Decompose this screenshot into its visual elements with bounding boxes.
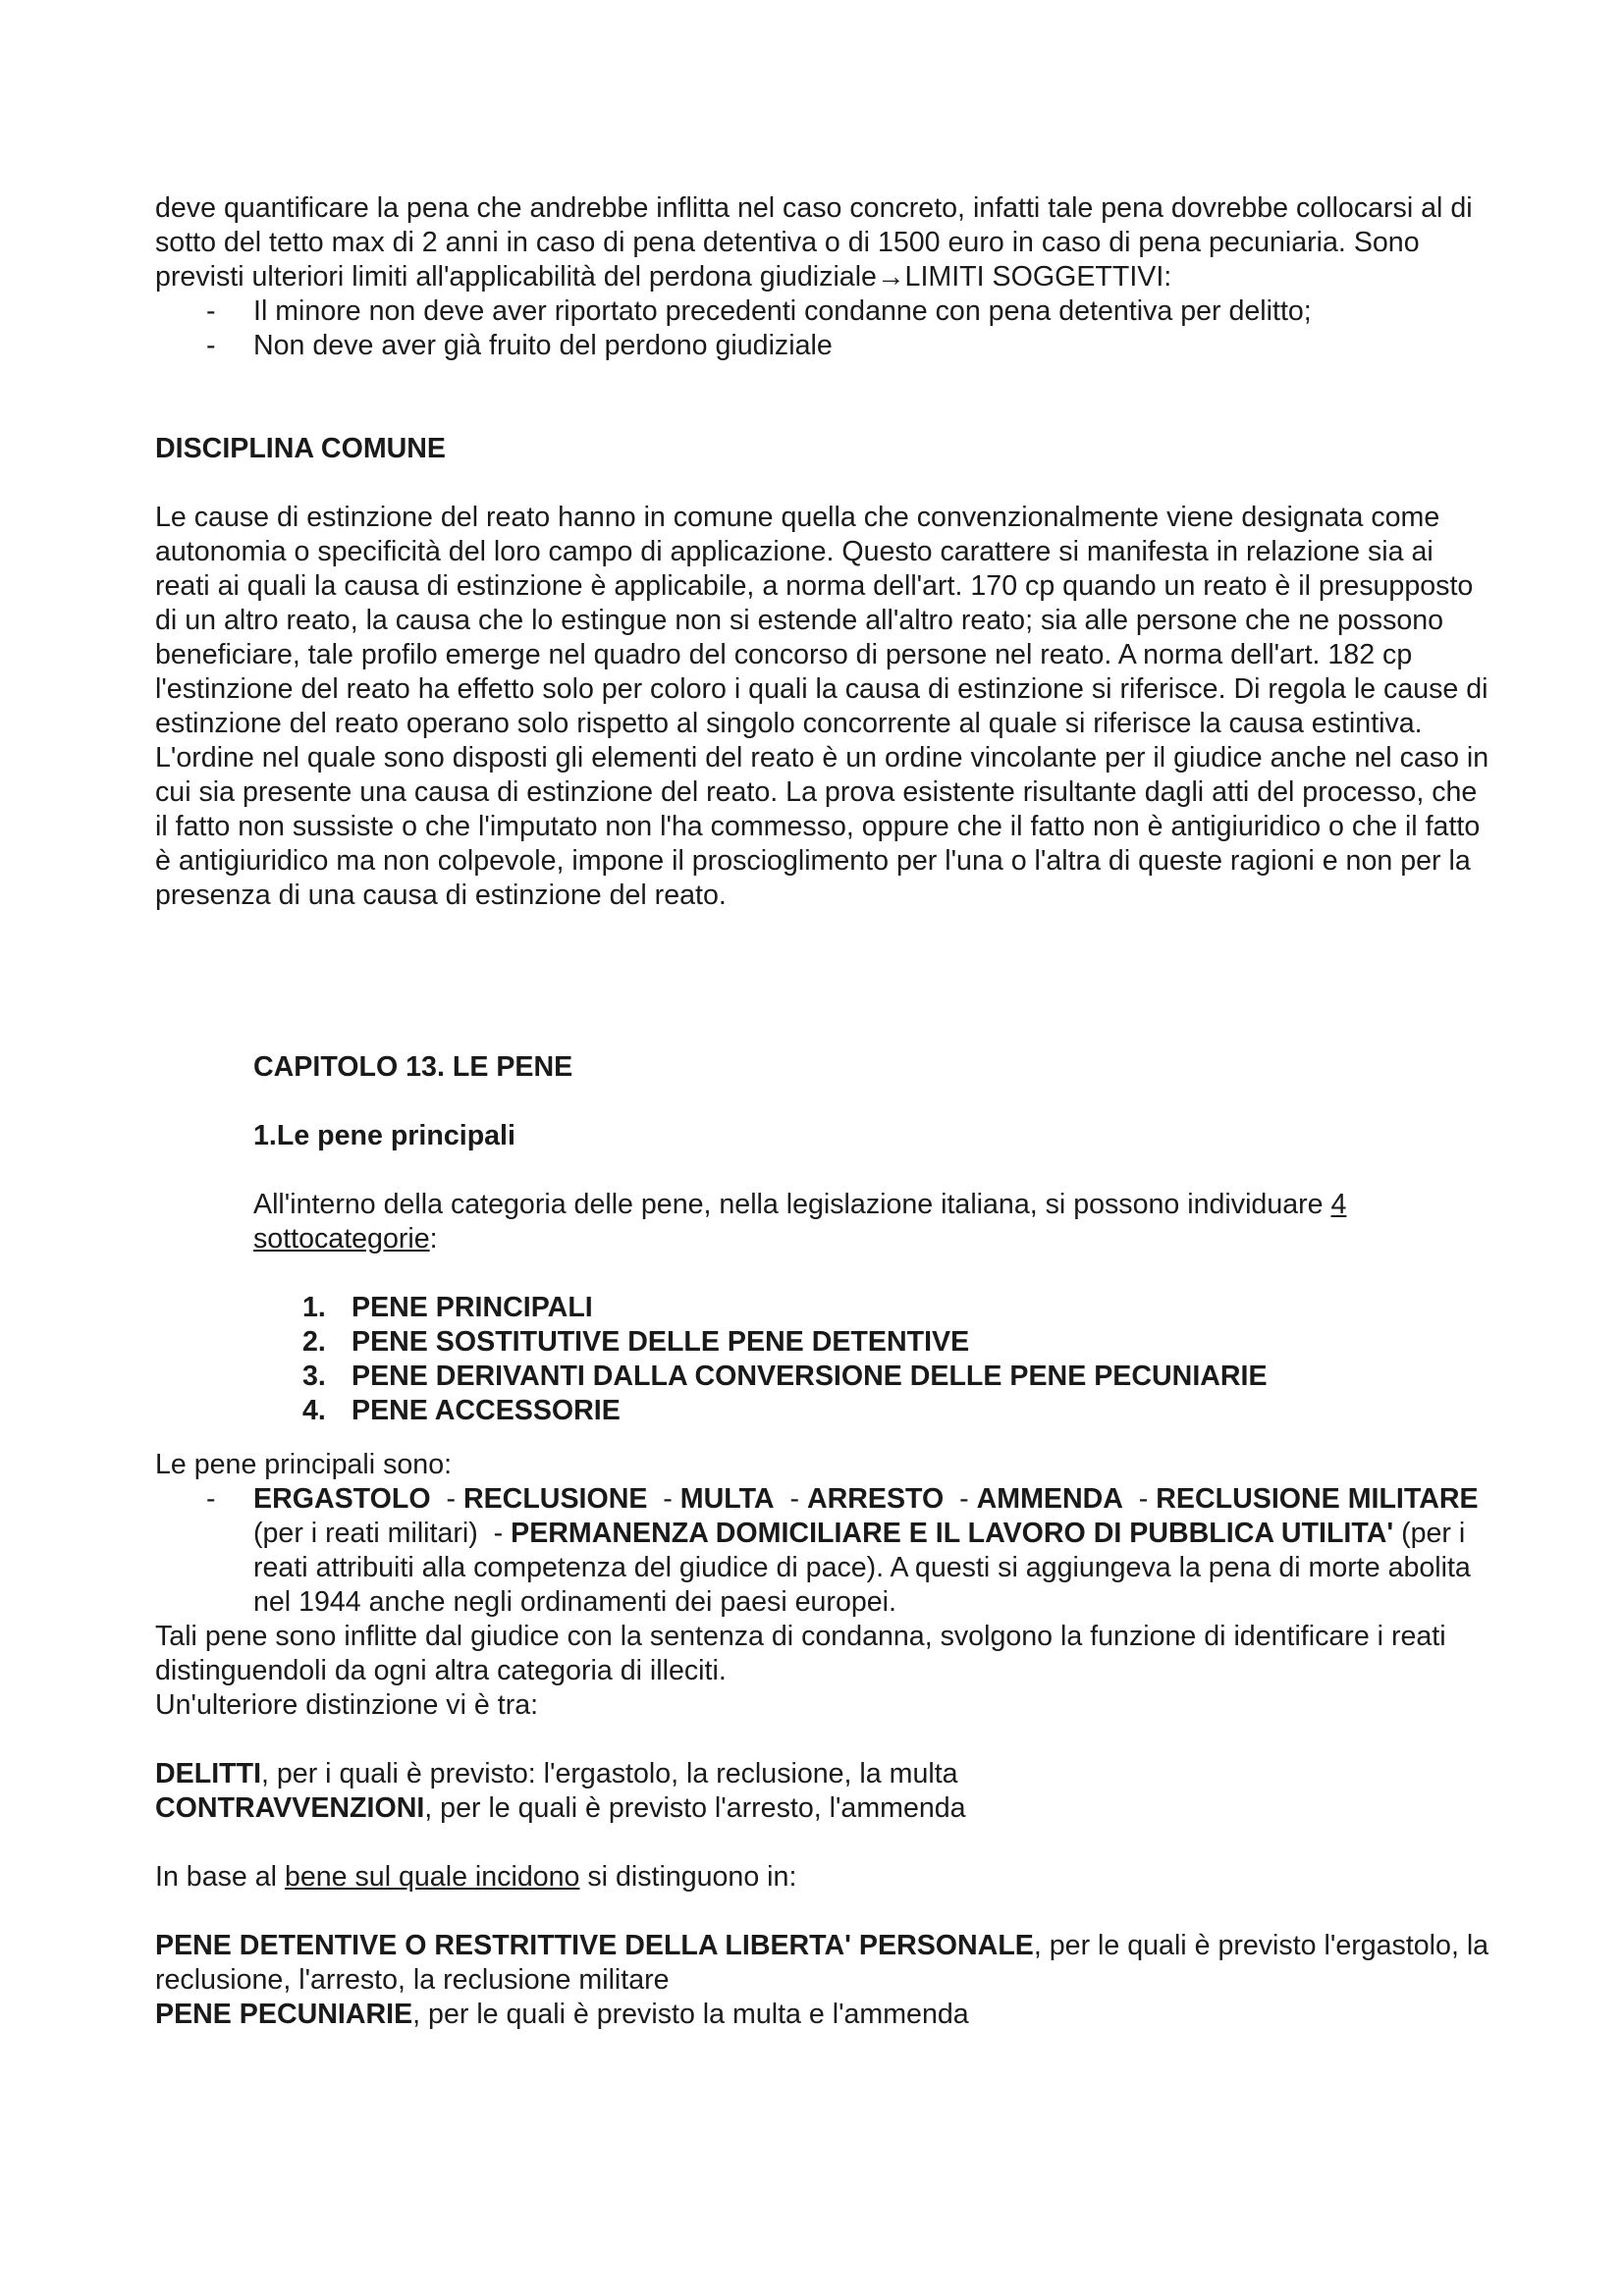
underlined-text: bene sul quale incidono (284, 1861, 580, 1893)
section-heading: DISCIPLINA COMUNE (155, 433, 447, 464)
list-item: 4. PENE ACCESSORIE (302, 1395, 621, 1426)
underlined-text: 4 sottocategorie (253, 1189, 1347, 1255)
section-title: 1.Le pene principali (253, 1120, 515, 1151)
categories-intro: All'interno della categoria delle pene, nella legislazione italiana, si possono individuare 4 sottocategorie: (253, 1189, 1347, 1255)
list-item: 3. PENE DERIVANTI DALLA CONVERSIONE DELLE PENE PECUNIARIE (302, 1361, 1268, 1392)
principali-lead: Le pene principali sono: (155, 1449, 453, 1480)
principali-text-2: Un'ulteriore distinzione vi è tra: (155, 1689, 539, 1721)
pecuniarie-line: PENE PECUNIARIE, per le quali è previsto la multa e l'ammenda (155, 1999, 969, 2030)
list-item: - Non deve aver già fruito del perdono giudiziale (155, 329, 1490, 363)
principali-list (155, 1482, 1490, 1620)
chapter-title: CAPITOLO 13. LE PENE (253, 1051, 573, 1083)
bene-intro: In base al bene sul quale incidono si distinguono in: (155, 1861, 797, 1893)
principali-text: Tali pene sono inflitte dal giudice con la sentenza di condanna, svolgono la funzione di identificare i reati distinguendoli da ogni altra categoria di illeciti. (155, 1621, 1446, 1686)
list-item: 2. PENE SOSTITUTIVE DELLE PENE DETENTIVE (302, 1326, 970, 1358)
detentive-line: PENE DETENTIVE O RESTRITTIVE DELLA LIBERTA' PERSONALE, per le quali è previsto l'ergastolo, la reclusione, l'arresto, la reclusione militare (155, 1930, 1489, 1996)
intro-paragraph: deve quantificare la pena che andrebbe inflitta nel caso concreto, infatti tale pena dovrebbe collocarsi al di sotto del tetto max di 2 anni in caso di pena detentiva o di 1500 euro in caso di pena pecuniaria. Sono previsti ulteriori limiti all'applicabilità del perdona giudiziale→LIMITI SOGGETTIVI: (155, 192, 1473, 293)
list-item: 1. PENE PRINCIPALI (302, 1292, 593, 1323)
document-page (155, 191, 1490, 2032)
limits-list (155, 294, 1490, 363)
disciplina-paragraph: Le cause di estinzione del reato hanno in comune quella che convenzionalmente viene designata come autonomia o specificità del loro campo di applicazione. Questo carattere si manifesta in relazione sia ai reati ai quali la causa di estinzione è applicabile, a norma dell'art. 170 cp quando un reato è il presupposto di un altro reato, la causa che lo estingue non si estende all'altro reato; sia alle persone che ne possono beneficiare, tale profilo emerge nel quadro del concorso di persone nel reato. A norma dell'art. 182 cp l'estinzione del reato ha effetto solo per coloro i quali la causa di estinzione si riferisce. Di regola le cause di estinzione del reato operano solo rispetto al singolo concorrente al quale si riferisce la causa estintiva. L'ordine nel quale sono disposti gli elementi del reato è un ordine vincolante per il giudice anche nel caso in cui sia presente una causa di estinzione del reato. La prova esistente risultante dagli atti del processo, che il fatto non sussiste o che l'imputato non l'ha commesso, oppure che il fatto non è antigiuridico o che il fatto è antigiuridico ma non colpevole, impone il proscioglimento per l'una o l'altra di queste ragioni e non per la presenza di una causa di estinzione del reato. (155, 502, 1489, 911)
list-item: - Il minore non deve aver riportato precedenti condanne con pena detentiva per delitto; (155, 294, 1490, 329)
list-item: - ERGASTOLO - RECLUSIONE - MULTA - ARRESTO - AMMENDA - RECLUSIONE MILITARE (per i reati militari) - PERMANENZA DOMICILIARE E IL LAVORO DI PUBBLICA UTILITA' (per i reati attribuiti alla competenza del giudice di pace). A questi si aggiungeva la pena di morte abolita nel 1944 anche negli ordinamenti dei paesi europei. (155, 1482, 1490, 1620)
delitti-line: DELITTI, per i quali è previsto: l'ergastolo, la reclusione, la multa (155, 1758, 958, 1789)
contravvenzioni-line: CONTRAVVENZIONI, per le quali è previsto l'arresto, l'ammenda (155, 1792, 966, 1824)
categories-list (155, 1291, 1490, 1428)
